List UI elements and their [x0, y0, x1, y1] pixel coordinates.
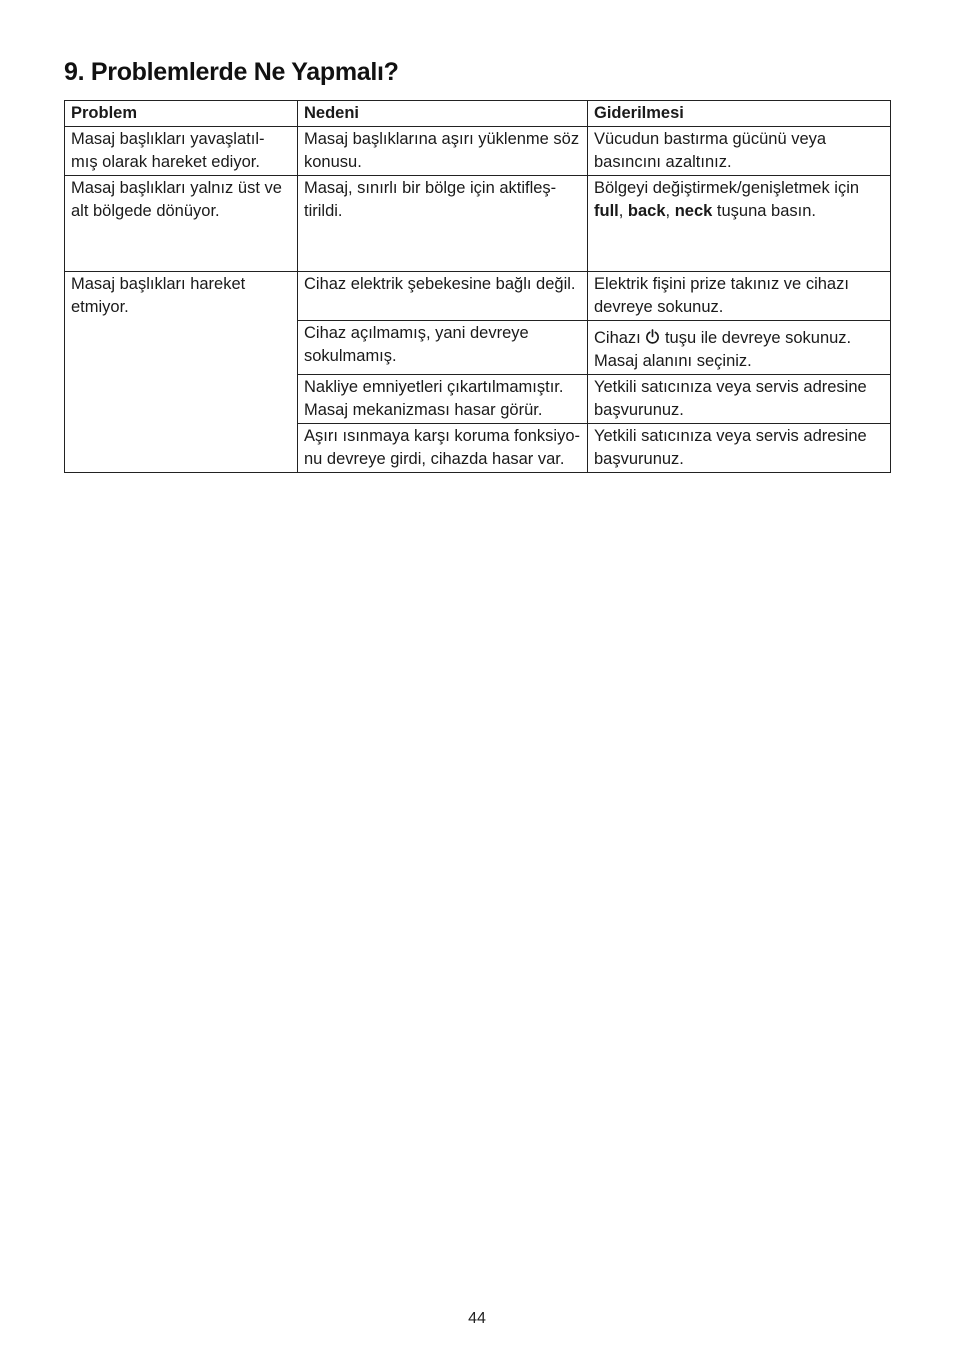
power-icon — [645, 328, 660, 343]
fix-text: tuşu ile devreye sokunuz. Masaj alanını seçiniz. — [594, 329, 852, 370]
fix-text: tuşuna basın. — [712, 202, 816, 220]
separator: , — [665, 202, 675, 220]
key-back: back — [627, 202, 666, 220]
troubleshooting-table — [64, 100, 891, 473]
fix-text: Cihazı — [594, 329, 646, 347]
table-row — [65, 127, 891, 176]
fix-text: Bölgeyi değiştirmek/genişletmek için — [594, 179, 860, 197]
fix-cell: Yetkili satıcınıza veya servis adresine başvurunuz. — [588, 424, 891, 473]
cause-cell: Masaj, sınırlı bir bölge için aktifleş-tirildi. — [298, 176, 588, 272]
table-row — [65, 272, 891, 321]
key-neck: neck — [674, 202, 713, 220]
cause-cell: Aşırı ısınmaya karşı koruma fonksiyo-nu devreye girdi, cihazda hasar var. — [298, 424, 588, 473]
problem-cell: Masaj başlıkları yalnız üst ve alt bölgede dönüyor. — [65, 176, 298, 272]
cause-cell: Nakliye emniyetleri çıkartılmamıştır. Masaj mekanizması hasar görür. — [298, 375, 588, 424]
cause-cell: Cihaz elektrik şebekesine bağlı değil. — [298, 272, 588, 321]
key-full: full — [594, 202, 619, 220]
header-cause: Nedeni — [298, 101, 588, 127]
cause-cell: Masaj başlıklarına aşırı yüklenme söz konusu. — [298, 127, 588, 176]
separator: , — [618, 202, 628, 220]
header-fix: Giderilmesi — [588, 101, 891, 127]
fix-cell: Vücudun bastırma gücünü veya basıncını azaltınız. — [588, 127, 891, 176]
page-title: 9. Problemlerde Ne Yapmalı? — [64, 58, 399, 86]
table-row — [65, 176, 891, 272]
fix-cell — [588, 176, 891, 272]
fix-cell — [588, 321, 891, 375]
fix-cell: Yetkili satıcınıza veya servis adresine başvurunuz. — [588, 375, 891, 424]
fix-cell: Elektrik fişini prize takınız ve cihazı devreye sokunuz. — [588, 272, 891, 321]
page-number: 44 — [468, 1310, 486, 1327]
problem-cell: Masaj başlıkları hareket etmiyor. — [65, 272, 298, 473]
problem-cell: Masaj başlıkları yavaşlatıl-mış olarak hareket ediyor. — [65, 127, 298, 176]
cause-cell: Cihaz açılmamış, yani devreye sokulmamış. — [298, 321, 588, 375]
header-problem: Problem — [65, 101, 298, 127]
table-header-row — [65, 101, 891, 127]
